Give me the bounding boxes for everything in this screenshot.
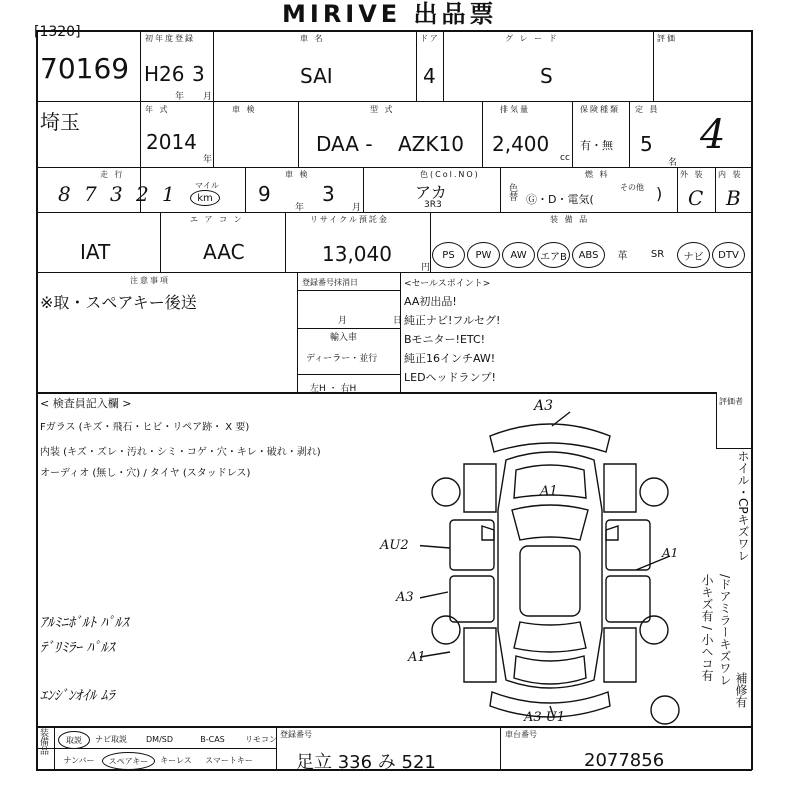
- trunk: [514, 656, 586, 684]
- annotation-line: [420, 545, 450, 548]
- car-name-label: 車 名: [300, 34, 325, 43]
- color-change-label: 色替: [507, 183, 517, 201]
- notes-label: 注意事項: [130, 276, 170, 285]
- sales-point: AA初出品!: [404, 295, 457, 308]
- fuel-other: その他: [620, 183, 644, 192]
- model-year-unit: 年: [203, 155, 213, 165]
- equipment-item: エアB: [537, 242, 570, 268]
- plate-label: 登録番号: [280, 730, 312, 739]
- mirror-left: [482, 526, 494, 540]
- grade: S: [540, 64, 553, 88]
- accessory-item: ナンバー: [63, 755, 95, 765]
- accessory-item: スマートキー: [205, 755, 253, 765]
- fuel-label: 燃 料: [585, 170, 610, 179]
- dealer-label: ディーラー・並行: [306, 354, 378, 364]
- capacity-unit: 名: [668, 158, 678, 168]
- grade-label: グ レ ー ド: [505, 34, 559, 43]
- spare-tire: [651, 696, 679, 724]
- front-bumper: [490, 424, 610, 452]
- mileage-digit: 3: [110, 182, 123, 206]
- first-reg-era: H26: [144, 62, 185, 86]
- equipment-label: 装 備 品: [550, 215, 590, 224]
- diagram-mark: A3 U1: [524, 710, 566, 725]
- equipment-item: ABS: [572, 242, 605, 268]
- fuel-options: Ⓖ・D・電気(: [526, 193, 594, 206]
- notes-text: ※取・スペアキー後送: [40, 293, 197, 312]
- color-name: アカ: [415, 183, 447, 202]
- aircon-label: エ ア コ ン: [190, 215, 244, 224]
- displacement-label: 排気量: [500, 105, 530, 114]
- windshield: [512, 505, 588, 540]
- handwritten-note: ｱﾙﾐﾆﾎﾞﾙﾄ ﾊﾟﾙｽ: [40, 615, 129, 631]
- inspector-line: オーディオ (無し・穴) / タイヤ (スタッドレス): [40, 468, 251, 479]
- shaken-month: 3: [322, 182, 335, 206]
- mileage-unit-mile: マイル: [195, 181, 219, 190]
- wheel-rear-right: [640, 616, 668, 644]
- import-label: 輸入車: [330, 333, 358, 343]
- recycle-amount: 13,040: [322, 242, 392, 266]
- shaken-label: 車 検: [232, 105, 257, 114]
- sales-point-label: <セールスポイント>: [404, 279, 491, 289]
- sales-points: [404, 293, 500, 388]
- interior-grade: B: [726, 186, 741, 210]
- diagram-mark: A1: [540, 484, 558, 499]
- reg-month: 月: [338, 316, 348, 326]
- insurance-label: 保険種類: [580, 105, 620, 114]
- model-code: AZK10: [398, 132, 464, 156]
- equipment-item: 革: [617, 250, 628, 262]
- chassis-number: 2077856: [584, 750, 665, 771]
- mission: IAT: [80, 240, 111, 264]
- accessory-item: DM/SD: [146, 734, 173, 744]
- recycle-unit: 円: [421, 263, 431, 273]
- reg-day: 日: [393, 316, 403, 326]
- diagram-mark: A1: [662, 546, 679, 560]
- left-rear-door: [450, 576, 494, 622]
- lot-number: 70169: [40, 52, 130, 85]
- exterior-label: 外 装: [680, 170, 705, 179]
- model-year: 2014: [146, 130, 197, 154]
- lot-prefix: [1320]: [34, 24, 81, 40]
- right-rear-door: [606, 576, 650, 622]
- displacement-unit: cc: [560, 153, 570, 163]
- accessory-row: [58, 752, 276, 768]
- shaken-month-unit: 月: [352, 203, 362, 213]
- equipment-item: AW: [502, 242, 535, 268]
- accessory-side-label: 装備品: [38, 728, 48, 755]
- interior-label: 内 装: [718, 170, 743, 179]
- inspector-line: Fガラス (キズ・飛石・ヒビ・リペア跡・ X 要): [40, 422, 250, 433]
- first-reg-month: 3: [192, 62, 205, 86]
- first-reg-month-unit: 月: [203, 92, 213, 102]
- inspector-heading: < 検査員記入欄 >: [40, 397, 132, 410]
- accessory-item: ナビ取説: [95, 734, 127, 744]
- chassis-label: 車台番号: [505, 730, 537, 739]
- aircon: AAC: [203, 240, 245, 264]
- evaluation-score: 4: [700, 112, 726, 158]
- fuel-close: ): [656, 184, 663, 203]
- accessory-item: リモコン: [245, 734, 277, 744]
- shaken-year-unit: 年: [295, 203, 305, 213]
- side-note-wheel: ホイル・CPキズワレ: [736, 450, 750, 562]
- reg-date-label: 登録番号抹消日: [302, 278, 358, 287]
- right-front-fender: [604, 464, 636, 512]
- model-year-label: 年 式: [145, 105, 170, 114]
- insurance-options: 有・無: [580, 139, 613, 152]
- color-code: 3R3: [424, 200, 442, 210]
- doors: 4: [423, 64, 436, 88]
- side-note-repair: 補修有: [734, 672, 748, 708]
- car-name: SAI: [300, 64, 333, 88]
- capacity: 5: [640, 132, 653, 156]
- displacement: 2,400: [492, 132, 550, 156]
- shaken-label-2: 車 検: [285, 170, 310, 179]
- equipment-item: ナビ: [677, 242, 710, 268]
- model-prefix: DAA -: [316, 132, 373, 156]
- sales-point: Bモニター!ETC!: [404, 333, 486, 346]
- side-check-label: 評価者: [719, 397, 743, 406]
- first-reg-year-unit: 年: [175, 92, 185, 102]
- mirror-right: [606, 526, 618, 540]
- mileage-digit: 7: [84, 182, 97, 206]
- first-reg-label: 初年度登録: [145, 34, 195, 43]
- handwritten-note: ｴﾝｼﾞﾝｵｲﾙ ﾑﾗ: [40, 688, 115, 704]
- equipment-item: SR: [650, 248, 665, 260]
- diagram-mark: A3: [534, 398, 554, 414]
- sales-point: LEDヘッドランプ!: [404, 371, 496, 384]
- inspector-line: 内装 (キズ・ズレ・汚れ・シミ・コゲ・穴・キレ・破れ・剥れ): [40, 447, 321, 458]
- mileage-digit: 1: [162, 182, 175, 206]
- shaken-year: 9: [258, 182, 271, 206]
- accessory-item: キーレス: [160, 755, 192, 765]
- mileage-unit-km: km: [190, 190, 220, 206]
- left-front-fender: [464, 464, 496, 512]
- right-rear-fender: [604, 628, 636, 682]
- capacity-label: 定 員: [635, 105, 660, 114]
- mileage-digit: 2: [136, 182, 149, 206]
- accessory-item: 取説: [58, 731, 90, 749]
- sales-point: 純正16インチAW!: [404, 352, 496, 365]
- side-note-mirror: /ドアミラーキズワレ: [718, 574, 732, 687]
- accessory-item: B-CAS: [200, 734, 225, 744]
- equipment-item: PW: [467, 242, 500, 268]
- diagram-mark: A1: [408, 650, 426, 665]
- wheel-rear-left: [432, 616, 460, 644]
- document-title: MIRIVE 出品票: [282, 0, 498, 28]
- sales-point: 純正ナビ!フルセグ!: [404, 314, 501, 327]
- evaluation-label: 評価: [657, 34, 677, 43]
- exterior-grade: C: [688, 186, 704, 210]
- region: 埼玉: [40, 110, 80, 134]
- mileage-label: 走 行: [100, 170, 125, 179]
- accessory-row: [58, 731, 276, 747]
- recycle-label: リサイクル預託金: [310, 215, 389, 224]
- side-note-minor: 小キズ有 / 小ヘコ有: [700, 574, 714, 682]
- equipment-item: DTV: [712, 242, 745, 268]
- diagram-mark: A3: [396, 590, 414, 605]
- mileage-digit: 8: [58, 182, 71, 206]
- car-damage-diagram: [420, 400, 680, 730]
- equipment-list: [432, 238, 752, 270]
- handwritten-note: ﾃﾞﾘﾐﾗｰ ﾊﾟﾙｽ: [40, 640, 115, 656]
- annotation-line: [420, 592, 448, 600]
- rear-window: [514, 622, 586, 652]
- color-no-label: 色(Col.NO): [420, 170, 480, 179]
- left-rear-fender: [464, 628, 496, 682]
- wheel-front-left: [432, 478, 460, 506]
- roof: [520, 546, 580, 616]
- diagram-mark: AU2: [380, 538, 409, 553]
- model-label: 型 式: [370, 105, 395, 114]
- doors-label: ドア: [420, 34, 440, 43]
- plate-number: 足立 336 み 521: [296, 752, 436, 773]
- handle-label: 左H ・ 右H: [310, 384, 357, 394]
- wheel-front-right: [640, 478, 668, 506]
- equipment-item: PS: [432, 242, 465, 268]
- accessory-item: スペアキー: [102, 752, 155, 770]
- mileage-digits: [58, 182, 190, 206]
